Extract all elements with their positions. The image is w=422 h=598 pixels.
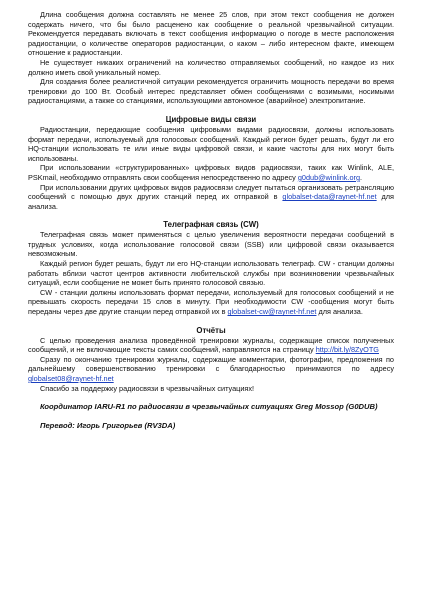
reports-paragraph-2 [28, 355, 394, 384]
cw-p3-end: для анализа. [316, 307, 363, 317]
coordinator-signature: Координатор IARU-R1 по радиосвязи в чрезвычайных ситуациях Greg Mossop (G0DUB) [40, 402, 378, 412]
reports-heading: Отчёты [196, 325, 226, 335]
cw-paragraph-2: Каждый регион будет решать, будут ли его HQ-станции использовать телеграф. CW - станции должны работать вблизи частот центров активности любительской службы при возникновении чрезвычайных ситуаций, если сообщение не может быть принято голосовой связью. [28, 259, 394, 288]
digital-paragraph-3 [28, 183, 394, 212]
data-email-link[interactable]: globalset-data@raynet-hf.net [282, 192, 377, 202]
digital-paragraph-1: Радиостанции, передающие сообщения цифровыми видами радиосвязи, должны использовать формат передачи, используемый для голосовых сообщений. Каждый регион будет решать, будут ли его HQ-станции использовать те или иные виды цифровой связи, и какие частоты для них могут быть использованы. [28, 124, 394, 163]
intro-paragraph-3: Для создания более реалистичной ситуации рекомендуется ограничить мощность передачи во время тренировки до 100 Вт. Особый интерес представляет обмен сообщениями с возимыми, носимыми радиостанциями, а также со станциями, использующими автономное (аварийное) электропитание. [28, 77, 394, 106]
digital-heading: Цифровые виды связи [165, 114, 257, 124]
reports-paragraph-1 [28, 336, 394, 355]
intro-paragraph-1: Длина сообщения должна составлять не менее 25 слов, при этом текст сообщения не должен содержать ничего, что бы было расценено как сообщение о реальной чрезвычайной ситуации. Рекомендуется передавать включать в текст сообщения информацию о погоде в месте расположения радиостанции, о количестве операторов радиостанции, о каком – либо интересном факте, имеющем отношение к радиостанции. [28, 10, 394, 58]
reports-paragraph-3: Спасибо за поддержку радиосвязи в чрезвычайных ситуациях! [40, 383, 255, 393]
cw-p3-text: CW - станции должны использовать формат передачи, используемый для голосовых сообщений и не превышать скорость передачи 15 слов в минуту. При необходимости CW -сообщения могут быть переданы через две другие станции перед отправкой их в [28, 287, 394, 317]
feedback-email-link[interactable]: globalset08@raynet-hf.net [28, 374, 114, 383]
cw-paragraph-3 [28, 288, 394, 317]
intro-paragraph-2: Не существует никаких ограничений на количество отправляемых сообщений, но каждое из них должно иметь свой уникальный номер. [28, 57, 394, 77]
reports-p2-text: Сразу по окончанию тренировки журналы, содержащие комментарии, фотографии, предложения по дальнейшему совершенствованию тренировки с благодарностью принимаются по адресу [28, 354, 394, 374]
translator-credit: Перевод: Игорь Григорьев (RV3DA) [40, 420, 176, 430]
digital-p2-end: . [360, 172, 363, 182]
log-upload-link[interactable]: http://bit.ly/8ZyOTG [315, 345, 379, 355]
digital-p3-text: При использовании других цифровых видов радиосвязи следует пытаться организовать ретрансляцию сообщений с помощью двух других станций перед их отправкой в [28, 182, 394, 202]
digital-p3-end: для анализа. [28, 192, 394, 211]
cw-heading: Телеграфная связь (CW) [163, 220, 259, 230]
cw-email-link[interactable]: globalset-cw@raynet-hf.net [227, 307, 317, 317]
reports-p1-text: С целью проведения анализа проведённой тренировки журналы, содержащие список полученных сообщений, и не включающие тексты самих сообщений, направляются на страницу [28, 335, 394, 355]
digital-paragraph-2 [28, 163, 394, 182]
cw-paragraph-1: Телеграфная связь может применяться с целью увеличения вероятности передачи сообщений в трудных условиях, когда использование голосовой связи (SSB) или цифровой связи оказывается невозможным. [28, 230, 394, 259]
winlink-email-link[interactable]: g0dub@winlink.org [297, 172, 361, 182]
digital-p2-text: При использовании «структурированных» цифровых видов радиосвязи, таких как Winlink, ALE, PSKmail, необходимо отправлять свои сообщения непосредственно по адресу [28, 163, 394, 182]
